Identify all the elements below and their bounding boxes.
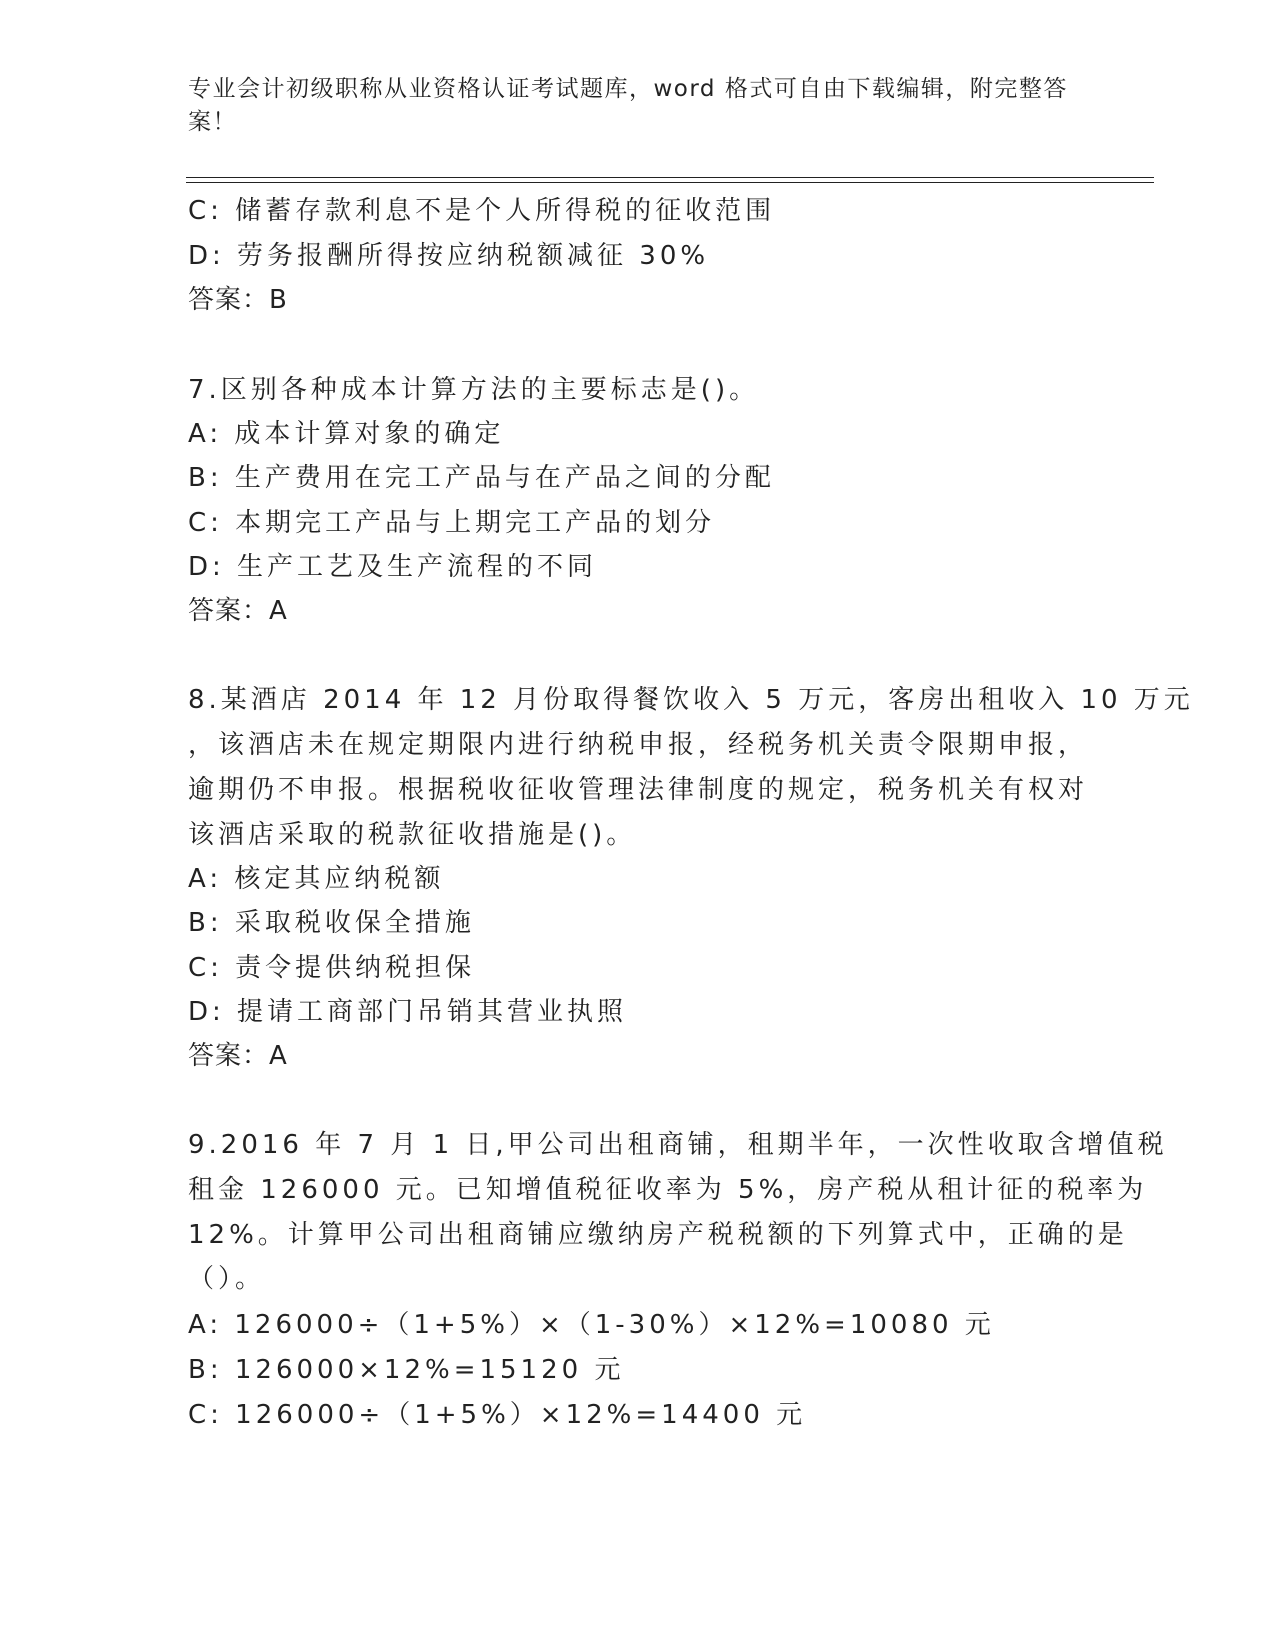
question-8-text: ，该酒店未在规定期限内进行纳税申报，经税务机关责令限期申报，: [188, 730, 1089, 760]
question-9-text: 12%。计算甲公司出租商铺应缴纳房产税税额的下列算式中，正确的是: [188, 1220, 1128, 1250]
option-a: A: 核定其应纳税额: [188, 864, 445, 894]
option-a: A: 126000÷（1+5%）×（1-30%）×12%=10080 元: [188, 1310, 995, 1340]
option-b: B: 126000×12%=15120 元: [188, 1355, 625, 1385]
answer-line: 答案：A: [188, 1041, 288, 1071]
question-8-text: 逾期仍不申报。根据税收征收管理法律制度的规定，税务机关有权对: [188, 775, 1089, 805]
option-a: A: 成本计算对象的确定: [188, 419, 505, 449]
question-9-text: 9.2016 年 7 月 1 日,甲公司出租商铺，租期半年，一次性收取含增值税: [188, 1130, 1168, 1160]
question-8-text: 8.某酒店 2014 年 12 月份取得餐饮收入 5 万元，客房出租收入 10 万元: [188, 685, 1194, 715]
option-b: B: 生产费用在完工产品与在产品之间的分配: [188, 463, 775, 493]
page-header: 专业会计初级职称从业资格认证考试题库，word 格式可自由下载编辑，附完整答案！: [188, 76, 1068, 135]
question-8-text: 该酒店采取的税款征收措施是()。: [188, 820, 637, 850]
answer-line: 答案：B: [188, 285, 288, 315]
option-d: D: 提请工商部门吊销其营业执照: [188, 997, 628, 1027]
option-c: C: 本期完工产品与上期完工产品的划分: [188, 508, 716, 538]
answer-line: 答案：A: [188, 596, 288, 626]
option-c: C: 126000÷（1+5%）×12%=14400 元: [188, 1400, 807, 1430]
option-c: C: 责令提供纳税担保: [188, 953, 476, 983]
question-7-text: 7.区别各种成本计算方法的主要标志是()。: [188, 375, 760, 405]
option-d: D: 劳务报酬所得按应纳税额减征 30%: [188, 241, 710, 271]
header-divider-bottom: [186, 182, 1154, 183]
header-divider-top: [186, 177, 1154, 178]
option-c: C: 储蓄存款利息不是个人所得税的征收范围: [188, 196, 776, 226]
option-d: D: 生产工艺及生产流程的不同: [188, 552, 598, 582]
question-9-text: （）。: [188, 1264, 266, 1294]
question-9-text: 租金 126000 元。已知增值税征收率为 5%，房产税从租计征的税率为: [188, 1175, 1148, 1205]
option-b: B: 采取税收保全措施: [188, 908, 475, 938]
